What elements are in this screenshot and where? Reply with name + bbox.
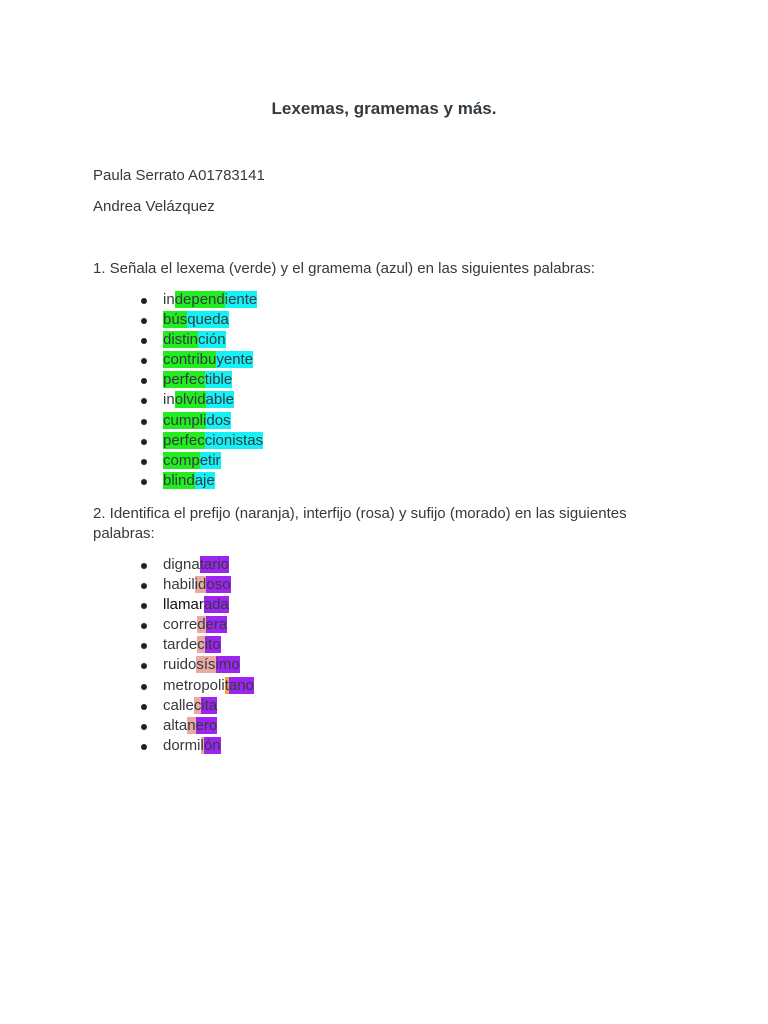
author-name-2: Andrea Velázquez: [93, 198, 215, 215]
word-segment-cyan: iente: [224, 291, 258, 308]
word-segment-none: alta: [163, 716, 188, 734]
word-segment-none: in: [163, 391, 175, 409]
word-segment-pink: d: [197, 616, 206, 634]
word-segment-cyan: dos: [206, 411, 231, 429]
word-segment-pink: c: [197, 636, 205, 654]
word-segment-green: depend: [174, 291, 225, 308]
list-item: [140, 595, 254, 615]
word-segment-none: tarde: [163, 636, 198, 654]
word-segment-green: olvid: [174, 391, 206, 409]
list-item: [140, 696, 254, 716]
word-list-afijos: [140, 555, 254, 756]
word-segment-cyan: tible: [204, 371, 233, 389]
word-segment-purple: imo: [215, 656, 240, 674]
list-item: [140, 716, 254, 736]
word-segment-none: dormi: [163, 736, 201, 754]
word-segment-green: perfec: [163, 371, 205, 389]
word-segment-cyan: yente: [216, 351, 254, 369]
word-segment-purple: ita: [201, 696, 218, 714]
word-segment-purple: oso: [206, 576, 231, 594]
word-segment-green: bús: [163, 311, 188, 329]
word-segment-purple: ito: [204, 636, 221, 654]
word-segment-green: blind: [163, 471, 195, 489]
word-segment-pink: id: [194, 576, 207, 594]
list-item: [140, 615, 254, 635]
list-item: [140, 575, 254, 595]
list-item: [140, 555, 254, 575]
word-segment-cyan: able: [205, 391, 234, 409]
question-1: 1. Señala el lexema (verde) y el gramema (azul) en las siguientes palabras:: [93, 260, 595, 277]
word-segment-none: ruido: [163, 656, 197, 674]
word-segment-cyan: etir: [199, 451, 221, 469]
word-segment-green: perfec: [163, 431, 205, 449]
word-segment-none: digna: [163, 556, 200, 573]
word-segment-cyan: queda: [187, 311, 229, 329]
question-2: 2. Identifica el prefijo (naranja), interfijo (rosa) y sufijo (morado) en las siguientes palabras:: [93, 505, 627, 542]
word-segment-purple: ón: [203, 736, 221, 754]
word-segment-none: in: [163, 291, 175, 308]
word-segment-none: llamar: [163, 596, 204, 614]
word-segment-pink: sís: [196, 656, 216, 674]
word-segment-none: metropoli: [163, 676, 225, 694]
word-segment-green: cumpli: [163, 411, 207, 429]
list-item: [140, 676, 254, 696]
list-item: [140, 635, 254, 655]
list-item: [140, 431, 263, 451]
list-item: [140, 471, 263, 491]
list-item: [140, 370, 263, 390]
word-segment-none: calle: [163, 696, 194, 714]
list-item: [140, 310, 263, 330]
author-name-1: Paula Serrato A01783141: [93, 167, 265, 184]
list-item: [140, 655, 254, 675]
word-segment-none: corre: [163, 616, 198, 634]
word-segment-purple: ano: [228, 676, 254, 694]
word-segment-cyan: aje: [194, 471, 215, 489]
document-title: Lexemas, gramemas y más.: [271, 99, 497, 118]
word-segment-purple: ada: [203, 596, 229, 614]
list-item: [140, 451, 263, 471]
word-segment-pink: n: [187, 716, 196, 734]
word-segment-orange: t: [224, 676, 229, 694]
list-item: [140, 330, 263, 350]
word-segment-pink: l: [200, 736, 204, 754]
word-segment-green: contribu: [163, 351, 217, 369]
word-segment-pink: c: [193, 696, 202, 714]
word-list-lexema-gramema: [140, 290, 263, 491]
list-item: [140, 390, 263, 410]
list-item: [140, 736, 254, 756]
word-segment-purple: tario: [199, 556, 229, 573]
word-segment-green: comp: [163, 451, 200, 469]
word-segment-cyan: ción: [198, 331, 226, 349]
word-segment-purple: era: [205, 616, 228, 634]
word-segment-none: habil: [163, 576, 195, 594]
word-segment-purple: ero: [195, 716, 218, 734]
word-segment-cyan: cionistas: [204, 431, 264, 449]
list-item: [140, 290, 263, 310]
list-item: [140, 411, 263, 431]
word-segment-green: distin: [163, 331, 199, 349]
list-item: [140, 350, 263, 370]
